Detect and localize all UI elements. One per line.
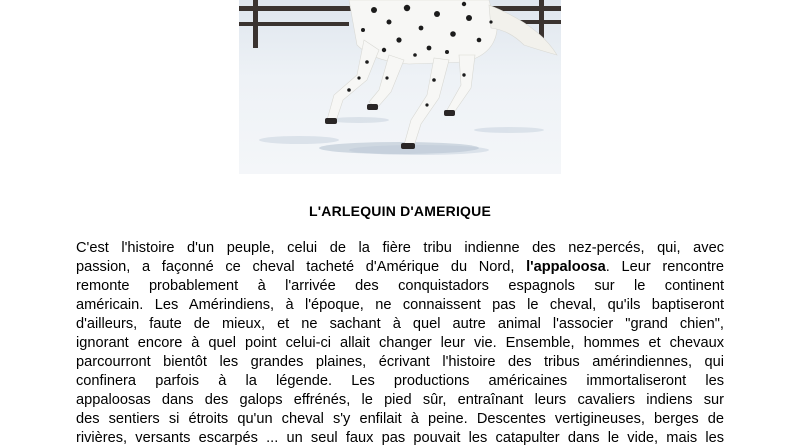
breed-name: l'appaloosa [526, 259, 606, 275]
horse-photo [239, 0, 561, 174]
paragraph-line: confinera parfois à la légende. Les productions américaines immortaliseront les [76, 373, 724, 389]
paragraph-line: rivières, versants escarpés ... un seul faux pas pouvait les catapulter dans le vide, mais les [76, 430, 724, 446]
page-title: L'ARLEQUIN D'AMERIQUE [309, 203, 491, 219]
paragraph-line: parcourront bientôt les grandes plaines, écrivant l'histoire des tribus amérindiennes, qui [76, 354, 724, 370]
paragraph-line: ignorant encore à quel point celui-ci allait changer leur vie. Ensemble, hommes et chevaux [76, 335, 724, 351]
paragraph-line: remonte probablement à l'arrivée des conquistadors espagnols sur le continent [76, 278, 724, 294]
paragraph-line: des sentiers si étroits qu'un cheval s'y enfilait à peine. Descentes vertigineuses, berges de [76, 411, 724, 427]
paragraph-line: passion, a façonné ce cheval tacheté d'Amérique du Nord, l'appaloosa. Leur rencontre [76, 259, 724, 275]
paragraph-line: d'ailleurs, faute de mieux, et ne sachant à quel autre animal l'associer "grand chien", [76, 316, 724, 332]
article-paragraph [76, 239, 724, 448]
appaloosa-horse-image [239, 0, 561, 174]
paragraph-line: C'est l'histoire d'un peuple, celui de la fière tribu indienne des nez-percés, qui, avec [76, 240, 724, 256]
paragraph-line: appaloosas dans des galops effrénés, le pied sûr, entraînant leurs cavaliers indiens sur [76, 392, 724, 408]
paragraph-line: américain. Les Amérindiens, à l'époque, ne connaissent pas le cheval, qu'ils baptiseront [76, 297, 724, 313]
